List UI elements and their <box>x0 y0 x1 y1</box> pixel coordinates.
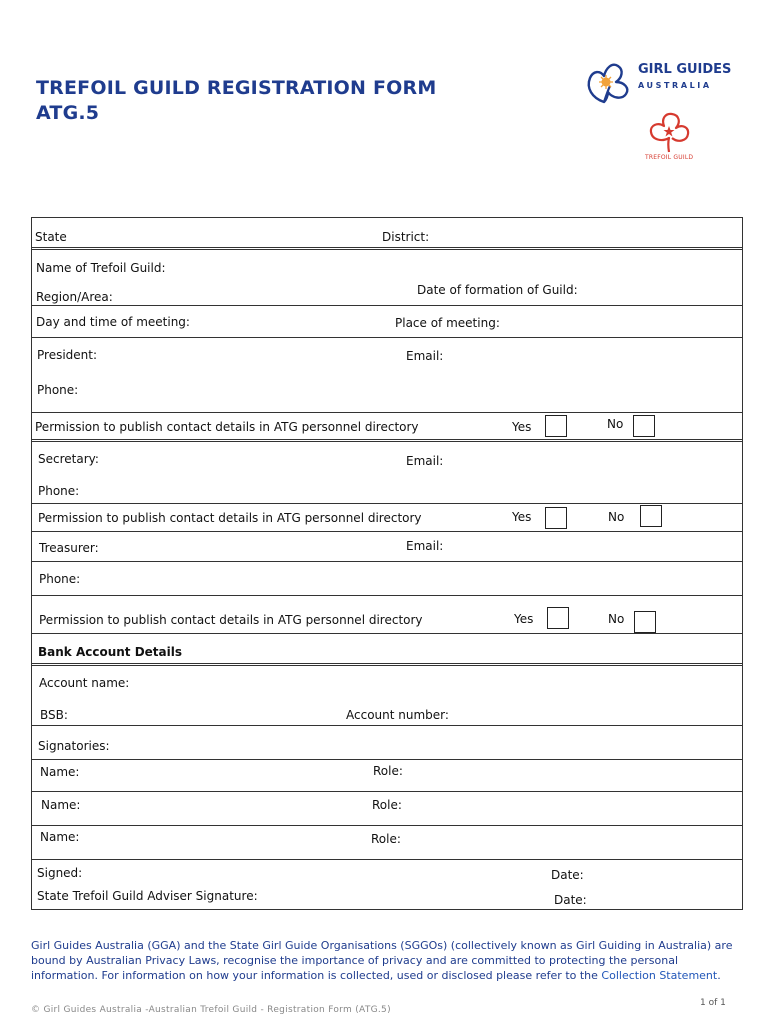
divider <box>31 663 743 666</box>
secretary-yes-checkbox[interactable] <box>545 507 567 529</box>
adviser-signature-label: State Trefoil Guild Adviser Signature: <box>37 889 258 903</box>
form-title-line1: TREFOIL GUILD REGISTRATION FORM <box>36 77 437 99</box>
treasurer-label: Treasurer: <box>39 541 99 555</box>
treasurer-yes-label: Yes <box>514 612 534 626</box>
secretary-permission-label: Permission to publish contact details in ATG personnel directory <box>38 511 422 525</box>
region-label: Region/Area: <box>36 290 113 304</box>
divider <box>31 791 743 792</box>
district-label: District: <box>382 230 430 244</box>
trefoil-guild-icon <box>646 112 692 154</box>
meeting-place-label: Place of meeting: <box>395 316 500 330</box>
account-number-label: Account number: <box>346 708 449 722</box>
treasurer-phone-label: Phone: <box>39 572 81 586</box>
president-permission-label: Permission to publish contact details in ATG personnel directory <box>35 420 419 434</box>
logo-text-primary: GIRL GUIDES <box>638 62 732 77</box>
signed-label: Signed: <box>37 866 83 880</box>
registration-form <box>31 217 743 910</box>
president-no-label: No <box>607 417 624 431</box>
president-yes-label: Yes <box>512 420 532 434</box>
treasurer-email-label: Email: <box>406 539 444 553</box>
treasurer-permission-label: Permission to publish contact details in ATG personnel directory <box>39 613 423 627</box>
signatories-label: Signatories: <box>38 739 110 753</box>
trefoil-guild-logo <box>640 112 710 168</box>
secretary-phone-label: Phone: <box>38 484 80 498</box>
form-title <box>36 76 496 126</box>
trefoil-guild-logo-text: TREFOIL GUILD <box>645 154 694 161</box>
signatory-role-label: Role: <box>371 832 401 846</box>
divider <box>31 503 743 504</box>
treasurer-no-label: No <box>608 612 625 626</box>
signatory-name-label: Name: <box>41 798 81 812</box>
secretary-no-label: No <box>608 510 625 524</box>
bank-details-heading: Bank Account Details <box>38 645 183 659</box>
divider <box>31 595 743 596</box>
adviser-date-label: Date: <box>554 893 587 907</box>
state-label: State <box>35 230 67 244</box>
footer-copyright: © Girl Guides Australia -Australian Trefoil Guild - Registration Form (ATG.5) <box>31 1005 391 1015</box>
bsb-label: BSB: <box>40 708 68 722</box>
treasurer-no-checkbox[interactable] <box>634 611 656 633</box>
secretary-yes-label: Yes <box>512 510 532 524</box>
divider <box>31 305 743 306</box>
secretary-no-checkbox[interactable] <box>640 505 662 527</box>
divider <box>31 633 743 634</box>
divider <box>31 531 743 532</box>
signatory-role-label: Role: <box>373 764 403 778</box>
divider <box>31 412 743 413</box>
trefoil-logo-icon <box>582 58 634 106</box>
logo-text-secondary: AUSTRALIA <box>638 81 712 90</box>
divider <box>31 561 743 562</box>
divider <box>31 725 743 726</box>
president-label: President: <box>37 348 98 362</box>
collection-statement-link[interactable]: Collection Statement <box>601 969 718 982</box>
privacy-text: Girl Guides Australia (GGA) and the State Girl Guide Organisations (SGGOs) (collectively known as Girl Guiding in Australia) are bound by Australian Privacy Laws, recognise the importance of privacy and are committed to protecting the personal information. For information on how your information is collected, used or disclosed please refer to the <box>31 939 733 982</box>
formation-date-label: Date of formation of Guild: <box>417 283 578 297</box>
divider <box>31 759 743 760</box>
divider <box>31 439 743 442</box>
president-yes-checkbox[interactable] <box>545 415 567 437</box>
president-phone-label: Phone: <box>37 383 79 397</box>
divider <box>31 247 743 250</box>
girl-guides-logo <box>582 58 742 106</box>
secretary-email-label: Email: <box>406 454 444 468</box>
signatory-name-label: Name: <box>40 830 80 844</box>
form-title-line2: ATG.5 <box>36 102 100 124</box>
signatory-role-label: Role: <box>372 798 402 812</box>
secretary-label: Secretary: <box>38 452 99 466</box>
page-number: 1 of 1 <box>700 998 726 1008</box>
president-email-label: Email: <box>406 349 444 363</box>
privacy-statement <box>31 938 736 983</box>
account-name-label: Account name: <box>39 676 130 690</box>
president-no-checkbox[interactable] <box>633 415 655 437</box>
signed-date-label: Date: <box>551 868 584 882</box>
privacy-end: . <box>717 969 721 982</box>
treasurer-yes-checkbox[interactable] <box>547 607 569 629</box>
divider <box>31 825 743 826</box>
divider <box>31 859 743 860</box>
guild-name-label: Name of Trefoil Guild: <box>36 261 166 275</box>
signatory-name-label: Name: <box>40 765 80 779</box>
meeting-time-label: Day and time of meeting: <box>36 315 190 329</box>
divider <box>31 337 743 338</box>
